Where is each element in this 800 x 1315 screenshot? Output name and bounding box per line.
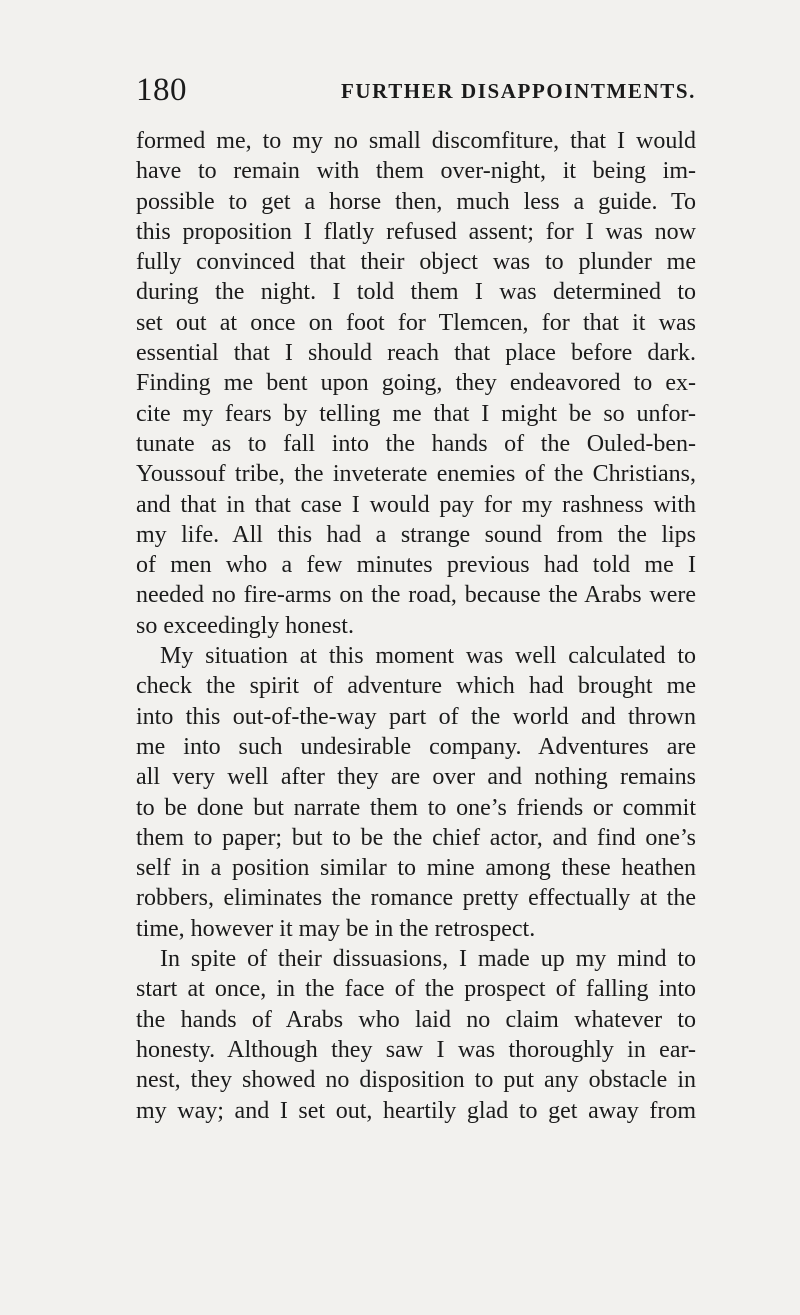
text-line: them to paper; but to be the chief actor, and find one’s [136, 824, 696, 851]
text-line: tunate as to fall into the hands of the Ouled-ben- [136, 430, 696, 457]
text-line: the hands of Arabs who laid no claim whatever to [136, 1006, 696, 1033]
text-line: of men who a few minutes previous had told me I [136, 552, 696, 579]
text-line: check the spirit of adventure which had brought me [136, 673, 696, 700]
text-line: my way; and I set out, heartily glad to get away from [136, 1097, 696, 1124]
text-line: this proposition I flatly refused assent; for I was now [136, 218, 696, 245]
text-line: Finding me bent upon going, they endeavored to ex- [136, 370, 696, 397]
text-line: formed me, to my no small discomfiture, that I would [136, 128, 696, 154]
text-line: needed no fire-arms on the road, because the Arabs were [136, 582, 696, 609]
text-line: so exceedingly honest. [136, 612, 354, 639]
text-line: and that in that case I would pay for my rashness with [136, 491, 696, 518]
text-line: into this out-of-the-way part of the world and thrown [136, 703, 696, 730]
text-line: time, however it may be in the retrospect. [136, 915, 536, 942]
text-line: set out at once on foot for Tlemcen, for that it was [136, 309, 696, 336]
text-line: my life. All this had a strange sound from the lips [136, 521, 696, 548]
body-text [136, 126, 696, 1126]
text-line: me into such undesirable company. Adventures are [136, 733, 696, 760]
text-line: My situation at this moment was well calculated to [160, 643, 696, 670]
running-head [136, 70, 696, 110]
text-line: In spite of their dissuasions, I made up my mind to [160, 946, 696, 973]
page-number: 180 [136, 72, 187, 108]
text-line: honesty. Although they saw I was thoroughly in ear- [136, 1036, 696, 1063]
text-line: essential that I should reach that place before dark. [136, 340, 696, 367]
text-line: have to remain with them over-night, it being im- [136, 158, 696, 185]
running-title: FURTHER DISAPPOINTMENTS. [340, 79, 696, 103]
text-line: Youssouf tribe, the inveterate enemies of the Christians, [136, 461, 696, 488]
text-line: possible to get a horse then, much less a guide. To [136, 188, 696, 215]
text-line: during the night. I told them I was determined to [136, 279, 696, 306]
text-line: fully convinced that their object was to plunder me [136, 249, 696, 276]
text-line: to be done but narrate them to one’s friends or commit [136, 794, 696, 821]
text-line: nest, they showed no disposition to put any obstacle in [136, 1067, 696, 1094]
text-line: self in a position similar to mine among these heathen [136, 855, 696, 882]
text-line: cite my fears by telling me that I might be so unfor- [136, 400, 696, 427]
text-line: start at once, in the face of the prospect of falling into [136, 976, 696, 1003]
text-line: all very well after they are over and nothing remains [136, 764, 696, 791]
text-line: robbers, eliminates the romance pretty effectually at the [136, 885, 696, 912]
